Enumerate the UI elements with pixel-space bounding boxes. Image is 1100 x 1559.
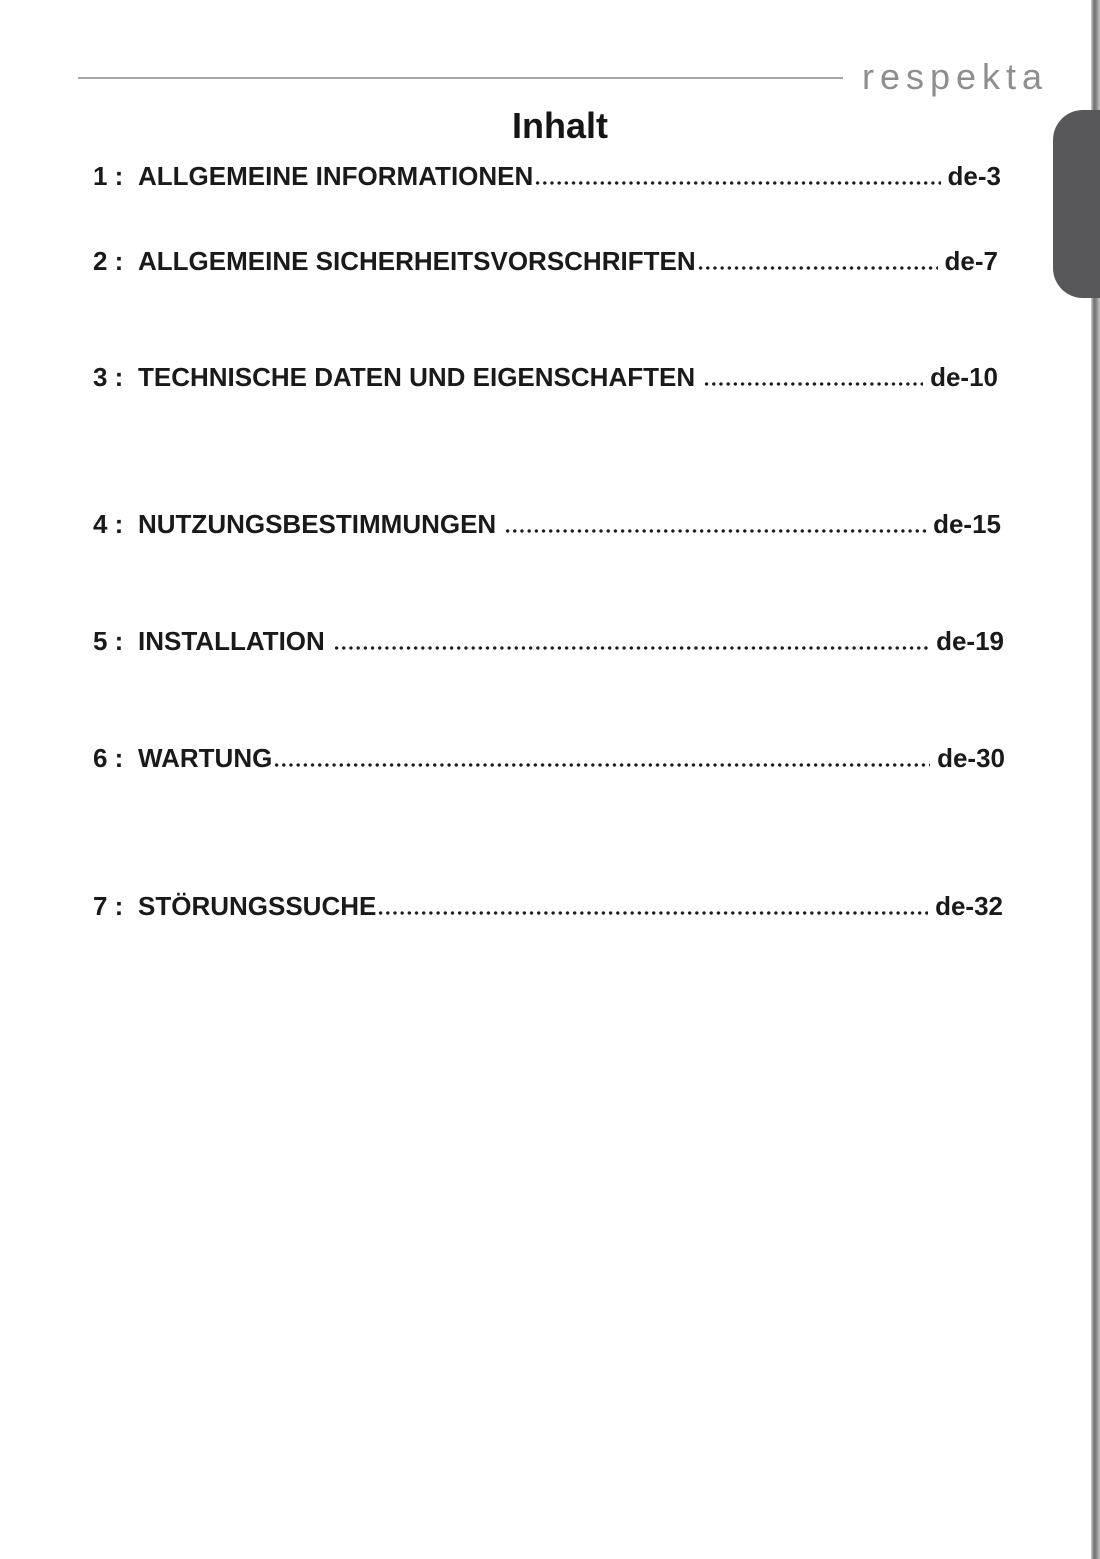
toc-number: 4 : xyxy=(93,509,124,539)
toc-entry xyxy=(93,362,998,392)
section-side-tab xyxy=(1053,110,1100,298)
toc-label: INSTALLATION xyxy=(138,626,325,656)
toc-number: 3 : xyxy=(93,362,124,392)
toc-number: 2 : xyxy=(93,246,124,276)
toc-entry xyxy=(93,246,998,276)
toc-number: 7 : xyxy=(93,891,124,921)
toc-leader-dots xyxy=(697,266,938,270)
toc-leader-dots xyxy=(333,646,929,650)
toc-label: STÖRUNGSSUCHE xyxy=(138,891,377,921)
toc-page-number: de-7 xyxy=(944,246,998,276)
toc-number: 6 : xyxy=(93,743,124,773)
toc-entry xyxy=(93,161,1001,191)
toc-page-number: de-15 xyxy=(933,509,1001,539)
toc-leader-dots xyxy=(273,763,930,767)
toc-leader-dots xyxy=(377,911,928,915)
toc-number: 1 : xyxy=(93,161,124,191)
toc-page-number: de-19 xyxy=(936,626,1004,656)
toc-page-number: de-30 xyxy=(937,743,1005,773)
toc-entry xyxy=(93,743,1005,773)
toc-leader-dots xyxy=(504,529,926,533)
toc-page-number: de-10 xyxy=(930,362,998,392)
toc-label: WARTUNG xyxy=(138,743,273,773)
brand-logo: respekta xyxy=(862,56,1049,97)
toc-number: 5 : xyxy=(93,626,124,656)
toc-label: ALLGEMEINE SICHERHEITSVORSCHRIFTEN xyxy=(138,246,696,276)
toc-label: NUTZUNGSBESTIMMUNGEN xyxy=(138,509,497,539)
toc-leader-dots xyxy=(703,382,923,386)
toc-page-number: de-3 xyxy=(947,161,1001,191)
toc-page-number: de-32 xyxy=(935,891,1003,921)
toc-label: TECHNISCHE DATEN UND EIGENSCHAFTEN xyxy=(138,362,696,392)
header-rule xyxy=(78,77,843,79)
toc-label: ALLGEMEINE INFORMATIONEN xyxy=(138,161,534,191)
toc-entry xyxy=(93,891,1003,921)
page-title: Inhalt xyxy=(512,105,608,146)
toc-leader-dots xyxy=(534,181,940,185)
toc-entry xyxy=(93,626,1004,656)
toc-entry xyxy=(93,509,1001,539)
